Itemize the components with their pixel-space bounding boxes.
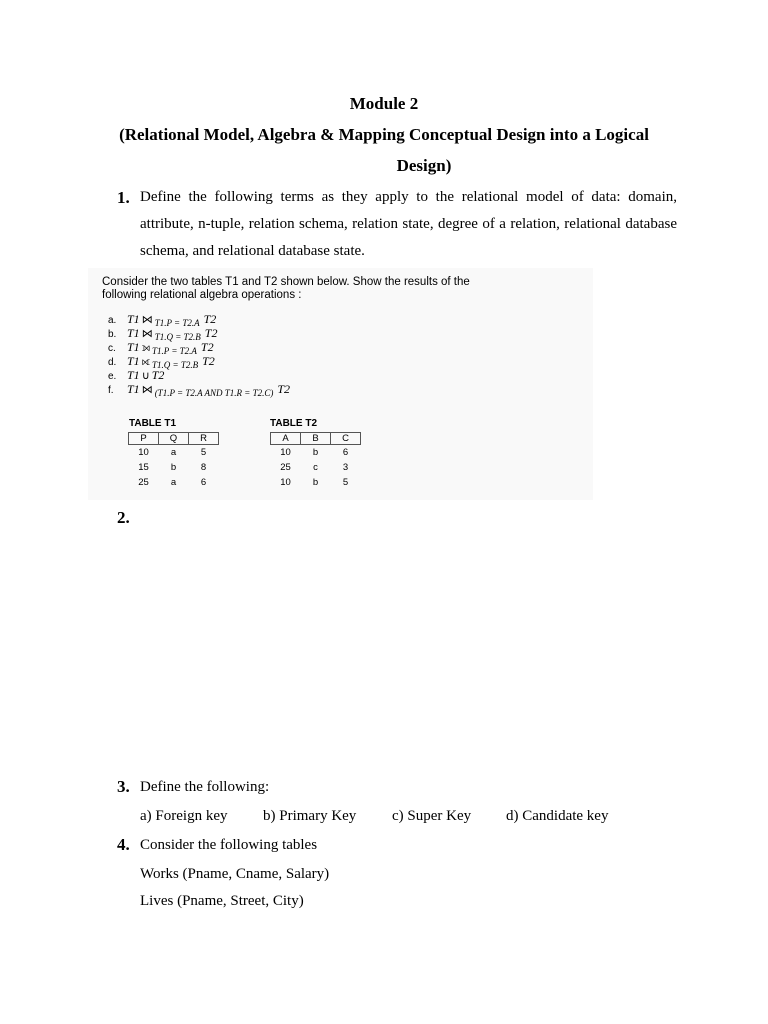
table-row bbox=[129, 475, 219, 490]
table-header-row bbox=[271, 433, 361, 445]
table-cell: b bbox=[312, 477, 319, 488]
column-header: R bbox=[189, 433, 219, 445]
table-cell: a bbox=[170, 447, 177, 458]
question-1-text: Define the following terms as they apply to the relational model of data: domain, attribute, n-tuple, relation schema, relation state, degree of a relation, relational database schema, and relational database state. bbox=[140, 189, 677, 259]
table-cell: 10 bbox=[138, 447, 149, 458]
operation-label: d. bbox=[108, 357, 117, 368]
operand-right: T2 bbox=[204, 326, 218, 340]
operand-right: T2 bbox=[200, 340, 214, 354]
table-row bbox=[129, 445, 219, 461]
table-t1 bbox=[128, 432, 219, 490]
operand-right: T2 bbox=[202, 354, 215, 368]
table-header-row bbox=[129, 433, 219, 445]
question-1-number: 1. bbox=[117, 188, 130, 207]
table-row bbox=[271, 475, 361, 490]
question-2-number: 2. bbox=[117, 508, 130, 527]
operation-e bbox=[108, 368, 290, 382]
join-condition: T1.Q = T2.B bbox=[154, 332, 201, 342]
operand-right: T2 bbox=[277, 382, 291, 396]
table-cell: 3 bbox=[342, 462, 349, 473]
relation-works: Works (Pname, Cname, Salary) bbox=[140, 866, 330, 882]
table-t1-title: TABLE T1 bbox=[129, 418, 177, 429]
table-cell: 6 bbox=[342, 447, 349, 458]
left-outer-join-symbol: ⟕ bbox=[141, 342, 150, 354]
table-row bbox=[271, 460, 361, 475]
table-row bbox=[271, 445, 361, 461]
operand-left: T1 bbox=[127, 312, 140, 326]
operation-a bbox=[108, 312, 290, 326]
join-condition: T1.P = T2.A bbox=[152, 346, 197, 356]
union-symbol: ∪ bbox=[141, 370, 150, 382]
table-cell: 8 bbox=[200, 462, 207, 473]
table-cell: 5 bbox=[342, 477, 349, 488]
operations-list bbox=[108, 312, 290, 396]
option-foreign-key: a) Foreign key bbox=[140, 808, 228, 824]
relational-algebra-figure bbox=[88, 268, 593, 500]
module-subtitle-line1: (Relational Model, Algebra & Mapping Conceptual Design into a Logical bbox=[119, 125, 649, 144]
table-cell: 5 bbox=[200, 447, 207, 458]
operand-right: T2 bbox=[151, 368, 165, 382]
option-candidate-key: d) Candidate key bbox=[506, 808, 609, 824]
operand-left: T1 bbox=[127, 382, 140, 396]
column-header: Q bbox=[159, 433, 189, 445]
table-cell: 10 bbox=[280, 477, 291, 488]
operation-d bbox=[108, 354, 290, 368]
table-cell: c bbox=[313, 462, 318, 473]
join-symbol: ⋈ bbox=[141, 314, 153, 326]
operation-label: c. bbox=[108, 343, 116, 354]
operation-f bbox=[108, 382, 290, 396]
operation-label: a. bbox=[108, 315, 117, 326]
question-4-text: Consider the following tables bbox=[140, 837, 318, 853]
module-title: Module 2 bbox=[349, 94, 419, 113]
operation-label: b. bbox=[108, 329, 117, 340]
column-header: C bbox=[331, 433, 361, 445]
operand-right: T2 bbox=[203, 312, 217, 326]
operand-left: T1 bbox=[127, 340, 140, 354]
table-row bbox=[129, 460, 219, 475]
column-header: B bbox=[301, 433, 331, 445]
table-cell: 6 bbox=[200, 477, 207, 488]
operand-left: T1 bbox=[127, 326, 140, 340]
table-t2 bbox=[270, 432, 361, 490]
table-cell: a bbox=[170, 477, 177, 488]
column-header: P bbox=[129, 433, 159, 445]
table-cell: b bbox=[170, 462, 177, 473]
question-3-text: Define the following: bbox=[140, 779, 270, 795]
join-condition: T1.P = T2.A bbox=[154, 318, 200, 328]
question-3-number: 3. bbox=[117, 777, 130, 796]
operand-left: T1 bbox=[127, 354, 140, 368]
question-4-number: 4. bbox=[117, 835, 130, 854]
table-cell: 15 bbox=[138, 462, 149, 473]
join-condition: T1.Q = T2.B bbox=[152, 360, 199, 370]
option-primary-key: b) Primary Key bbox=[263, 808, 357, 824]
figure-instruction-line1: Consider the two tables T1 and T2 shown below. Show the results of the bbox=[102, 276, 470, 288]
table-cell: 10 bbox=[280, 447, 291, 458]
table-t2-title: TABLE T2 bbox=[270, 418, 318, 429]
module-subtitle-line2: Design) bbox=[396, 156, 452, 175]
operand-left: T1 bbox=[127, 368, 140, 382]
operation-c bbox=[108, 340, 290, 354]
right-outer-join-symbol: ⟖ bbox=[141, 356, 150, 368]
join-condition: (T1.P = T2.A AND T1.R = T2.C) bbox=[154, 388, 274, 398]
table-cell: 25 bbox=[280, 462, 291, 473]
operation-label: f. bbox=[108, 385, 114, 396]
operation-b bbox=[108, 326, 290, 340]
table-cell: 25 bbox=[138, 477, 149, 488]
column-header: A bbox=[271, 433, 301, 445]
figure-instruction-line2: following relational algebra operations : bbox=[102, 289, 302, 301]
join-symbol: ⋈ bbox=[141, 384, 153, 396]
join-symbol: ⋈ bbox=[141, 328, 153, 340]
table-cell: b bbox=[312, 447, 319, 458]
figure-instruction bbox=[102, 276, 592, 302]
operation-label: e. bbox=[108, 371, 117, 382]
option-super-key: c) Super Key bbox=[392, 808, 472, 824]
relation-lives: Lives (Pname, Street, City) bbox=[140, 893, 304, 909]
